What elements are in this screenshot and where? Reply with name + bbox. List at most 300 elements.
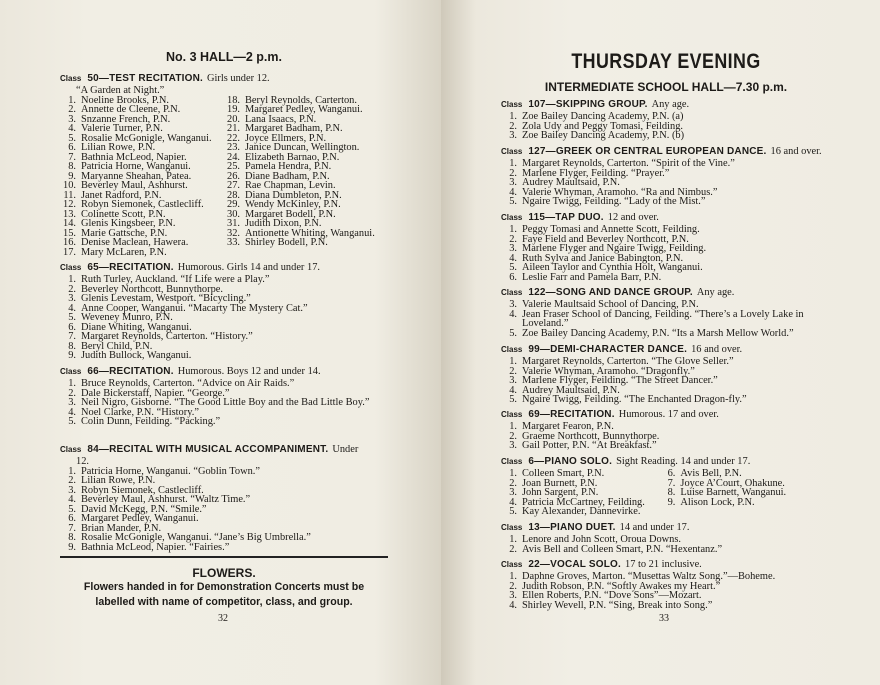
item-text: Marlene Flyger, Feilding. “Prayer.” [522, 167, 670, 179]
class-header [60, 73, 388, 85]
class-section-127 [501, 146, 831, 207]
class-title [528, 344, 687, 355]
item-text: Avis Bell, P.N. [680, 468, 742, 479]
class-header [501, 99, 831, 111]
item-number: 9. [68, 170, 76, 182]
item-number: 6. [68, 321, 76, 333]
item-number: 7. [68, 151, 76, 163]
item-number: 30. [227, 208, 240, 220]
item-number: 2. [68, 475, 76, 486]
item-text: Avis Bell and Colleen Smart, P.N. “Hexentanz.” [522, 543, 723, 555]
item-number: 9. [68, 541, 76, 553]
class-title [87, 366, 173, 377]
entry-column [224, 96, 388, 258]
class-title [528, 146, 766, 157]
item-number: 2. [509, 167, 517, 179]
item-text: Faye Field and Beverley Northcott, P.N. [522, 233, 689, 245]
class-label: Class [501, 147, 523, 156]
class-number: 6 [528, 456, 535, 467]
item-number: 24. [227, 151, 240, 163]
item-text: Colin Dunn, Feilding. “Packing.” [81, 416, 221, 427]
item-number: 28. [227, 189, 240, 201]
class-title [528, 559, 621, 570]
item-number: 1. [68, 465, 76, 477]
item-number: 6. [68, 142, 76, 153]
item-number: 1. [68, 94, 76, 106]
item-text: Lenore and John Scott, Oroua Downs. [522, 534, 682, 545]
item-number: 4. [68, 123, 76, 134]
item-text: Zoe Bailey Dancing Academy, P.N. “Its a Marsh Mellow World.” [522, 327, 794, 339]
class-name: —RECITATION. [98, 366, 174, 377]
class-number: 22 [528, 559, 540, 570]
item-text: Lilian Rowe, P.N. [81, 475, 156, 486]
item-number: 2. [509, 365, 517, 377]
item-text: Lana Isaacs, P.N. [245, 113, 317, 125]
item-text: Valerie Whyman, Aramoho. “Dragonfly.” [522, 365, 695, 377]
item-number: 5. [509, 262, 517, 273]
item-text: Margaret Reynolds, Carterton. “The Glove Seller.” [522, 356, 734, 367]
item-text: Margaret Bodell, P.N. [245, 208, 336, 220]
class-number: 69 [528, 409, 540, 420]
item-text: Marie Gattsche, P.N. [81, 227, 168, 239]
item-number: 1. [509, 111, 517, 122]
class-header [501, 559, 831, 571]
item-text: Valerie Whyman, Aramoho. “Ra and Nimbus.” [522, 186, 718, 198]
item-number: 3. [509, 130, 517, 141]
item-text: Patricia McCartney, Feilding. [522, 496, 645, 508]
list-item [501, 507, 659, 517]
item-text: Luise Barnett, Wanganui. [680, 487, 787, 498]
list-item [60, 417, 388, 427]
item-text: John Sargent, P.N. [522, 487, 599, 498]
item-number: 2. [509, 120, 517, 132]
item-text: David McKegg, P.N. “Smile.” [81, 503, 207, 515]
item-number: 2. [509, 543, 517, 555]
class-label: Class [501, 345, 523, 354]
item-number: 17. [63, 246, 76, 258]
item-text: Joyce A’Court, Ohakune. [680, 477, 785, 489]
item-text: Margaret Reynolds, Carterton. “Spirit of the Vine.” [522, 158, 735, 169]
item-text: Ruth Turley, Auckland. “If Life were a Play.” [81, 274, 270, 285]
item-number: 6. [68, 513, 76, 524]
list-item [501, 273, 831, 283]
class-number: 115 [528, 212, 546, 223]
item-text: Beryl Child, P.N. [81, 340, 153, 352]
class-name: —DEMI-CHARACTER DANCE. [539, 344, 688, 355]
item-number: 1. [68, 274, 76, 285]
item-text: Brian Mander, P.N. [81, 522, 162, 534]
item-number: 1. [509, 468, 517, 479]
class-header [60, 366, 388, 378]
item-number: 13. [63, 208, 76, 220]
class-header [501, 409, 831, 421]
item-text: Janice Duncan, Wellington. [245, 142, 360, 153]
item-number: 4. [509, 384, 517, 396]
item-number: 7. [68, 522, 76, 534]
item-text: Antionette Whiting, Wanganui. [245, 227, 375, 239]
item-text: Glenis Kingsbeer, P.N. [81, 218, 176, 229]
item-text: Margaret Pedley, Wanganui. [81, 513, 199, 524]
item-text: Jean Fraser School of Dancing, Feilding. “There’s a Lovely Lake in Loveland.” [522, 308, 804, 329]
item-text: Mary McLaren, P.N. [81, 246, 167, 258]
item-text: Annette de Cleene, P.N. [81, 104, 181, 115]
class-note: Under [332, 444, 359, 455]
item-number: 5. [68, 312, 76, 323]
list-item [501, 197, 831, 207]
item-text: Zola Udy and Peggy Tomasi, Feilding. [522, 120, 683, 132]
item-text: Diana Dumbleton, P.N. [245, 189, 342, 201]
item-text: Pamela Hendra, P.N. [245, 161, 332, 172]
item-number: 7. [667, 477, 676, 489]
item-text: Anne Cooper, Wanganui. “Macarty The Mystery Cat.” [81, 302, 308, 314]
day-title: THURSDAY EVENING [571, 50, 761, 73]
item-number: 5. [509, 196, 517, 207]
item-number: 8. [667, 487, 676, 498]
class-name: —RECITATION. [539, 409, 615, 420]
class-label: Class [501, 523, 523, 532]
hall-title: INTERMEDIATE SCHOOL HALL—7.30 p.m. [544, 80, 788, 94]
item-number: 22. [227, 132, 240, 144]
item-text: Judith Dixon, P.N. [245, 218, 322, 229]
list-item [501, 395, 831, 405]
item-text: Audrey Maultsaid, P.N. [522, 177, 620, 188]
list-item [501, 545, 831, 555]
page-number: 32 [218, 613, 228, 624]
class-number: 84 [87, 444, 99, 455]
item-text: Graeme Northcott, Bunnythorpe. [522, 430, 660, 442]
item-text: Diane Whiting, Wanganui. [81, 321, 192, 333]
class-name: —RECITATION. [98, 262, 174, 273]
class-title [528, 287, 693, 298]
item-number: 11. [63, 189, 76, 201]
item-text: Gail Potter, P.N. “At Breakfast.” [522, 440, 657, 451]
item-text: Marlene Flyger, Feilding. “The Street Dancer.” [522, 375, 718, 386]
class-number: 65 [87, 262, 99, 273]
item-number: 1. [509, 534, 517, 545]
item-text: Joan Burnett, P.N. [522, 477, 598, 489]
item-number: 5. [68, 132, 76, 144]
item-number: 9. [68, 350, 76, 361]
item-text: Ngaire Twigg, Feilding. “The Enchanted Dragon-fly.” [522, 394, 747, 405]
item-number: 4. [509, 496, 517, 508]
list-item [60, 543, 388, 553]
class-label: Class [60, 74, 82, 83]
class-section-99 [501, 344, 831, 405]
class-label: Class [501, 410, 523, 419]
item-text: Colleen Smart, P.N. [522, 468, 605, 479]
class-title [528, 212, 603, 223]
entry-column [60, 96, 224, 258]
class-label: Class [60, 263, 82, 272]
item-number: 3. [509, 177, 517, 188]
class-note: 17 to 21 inclusive. [625, 559, 702, 570]
class-subtitle: 12. [76, 456, 89, 467]
list-item [659, 498, 831, 508]
item-number: 26. [227, 170, 240, 182]
class-number: 50 [87, 73, 99, 84]
item-number: 3. [509, 375, 517, 386]
class-label: Class [501, 213, 523, 222]
class-note: Any age. [696, 287, 735, 298]
class-name: —SKIPPING GROUP. [545, 99, 648, 110]
item-text: Glenis Levestam, Westport. “Bicycling.” [81, 293, 251, 304]
class-number: 122 [528, 287, 546, 298]
list-item [501, 131, 831, 141]
item-text: Shirley Wevell, P.N. “Sing, Break into Song.” [522, 599, 713, 611]
item-number: 21. [227, 123, 240, 134]
item-number: 8. [68, 161, 76, 172]
class-title [528, 456, 612, 467]
class-title [528, 99, 647, 110]
class-note: 16 and over. [770, 146, 822, 157]
class-label: Class [501, 100, 523, 109]
item-number: 2. [509, 233, 517, 245]
class-note: 12 and over. [607, 212, 659, 223]
list-item [501, 601, 831, 611]
item-number: 7. [68, 331, 76, 342]
item-number: 5. [509, 394, 517, 405]
class-header [501, 522, 831, 534]
class-section-122 [501, 287, 831, 338]
flowers-notice-line-1: Flowers handed in for Demonstration Concerts must be [83, 581, 365, 593]
item-number: 6. [509, 271, 517, 283]
class-name: —TAP DUO. [545, 212, 604, 223]
item-number: 2. [509, 430, 517, 442]
class-title [87, 73, 203, 84]
item-text: Noel Clarke, P.N. “History.” [81, 406, 199, 418]
item-number: 27. [227, 180, 240, 191]
item-number: 5. [68, 416, 76, 427]
item-text: Beverley Maul, Ashhurst. [81, 180, 188, 191]
item-text: Margaret Reynolds, Carterton. “History.” [81, 331, 253, 342]
item-text: Wendy McKinley, P.N. [245, 199, 341, 210]
item-number: 4. [68, 302, 76, 314]
page-number: 33 [659, 613, 669, 624]
divider [60, 556, 388, 558]
item-number: 3. [509, 299, 517, 310]
class-name: —TEST RECITATION. [98, 73, 204, 84]
class-name: —PIANO DUET. [539, 522, 616, 533]
class-note: 16 and over. [691, 344, 743, 355]
class-section-107 [501, 99, 831, 141]
item-number: 8. [68, 532, 76, 543]
class-section-6 [501, 456, 831, 517]
class-name: —VOCAL SOLO. [539, 559, 622, 570]
class-title [528, 409, 614, 420]
class-note: Any age. [651, 99, 690, 110]
item-text: Janet Radford, P.N. [81, 189, 162, 201]
item-text: Noeline Brooks, P.N. [81, 94, 170, 106]
class-label: Class [60, 367, 82, 376]
class-header [501, 344, 831, 356]
item-number: 3. [509, 243, 517, 254]
list-item [501, 310, 831, 329]
item-number: 19. [227, 104, 240, 115]
item-number: 2. [68, 283, 76, 295]
class-subtitle: “A Garden at Night.” [76, 85, 165, 96]
item-text: Zoe Bailey Dancing Academy, P.N. (a) [522, 111, 684, 122]
item-number: 3. [509, 487, 517, 498]
class-label: Class [501, 560, 523, 569]
item-text: Bathnia McLeod, Napier. “Fairies.” [81, 541, 230, 553]
item-number: 2. [509, 580, 517, 592]
item-number: 4. [509, 186, 517, 198]
item-number: 1. [509, 571, 517, 582]
item-text: Ngaire Twigg, Feilding. “Lady of the Mist.” [522, 196, 706, 207]
item-number: 9. [667, 496, 676, 508]
item-number: 3. [509, 590, 517, 601]
class-number: 99 [528, 344, 540, 355]
item-text: Robyn Siemonek, Castlecliff. [81, 199, 204, 210]
class-section-50 [60, 73, 388, 257]
class-label: Class [60, 445, 82, 454]
class-note: Girls under 12. [207, 73, 270, 84]
item-number: 1. [509, 158, 517, 169]
item-text: Audrey Maultsaid, P.N. [522, 384, 620, 396]
item-number: 1. [68, 378, 76, 389]
class-name: —RECITAL WITH MUSICAL ACCOMPANIMENT. [98, 444, 329, 455]
item-text: Patricia Horne, Wanganui. [81, 161, 191, 172]
class-note: Humorous. 17 and over. [618, 409, 719, 420]
item-text: Bathnia McLeod, Napier. [81, 151, 187, 163]
class-number: 107 [528, 99, 546, 110]
class-section-115 [501, 212, 831, 282]
list-item [501, 441, 831, 451]
item-text: Ruth Sylva and Janice Babington, P.N. [522, 252, 684, 264]
item-text: Peggy Tomasi and Annette Scott, Feilding. [522, 224, 700, 235]
item-number: 20. [227, 113, 240, 125]
item-text: Dale Bickerstaff, Napier. “George.” [81, 387, 230, 399]
item-text: Alison Lock, P.N. [680, 496, 755, 508]
item-text: Judith Bullock, Wanganui. [81, 350, 192, 361]
item-number: 25. [227, 161, 240, 172]
item-number: 15. [63, 227, 76, 239]
item-number: 1. [509, 356, 517, 367]
class-section-66 [60, 366, 388, 427]
item-number: 18. [227, 94, 240, 106]
flowers-notice-line-2: labelled with name of competitor, class, and group. [95, 596, 353, 608]
entry-columns [501, 469, 831, 517]
right-page [441, 0, 880, 685]
item-text: Margaret Fearon, P.N. [522, 421, 614, 432]
class-name: —GREEK OR CENTRAL EUROPEAN DANCE. [545, 146, 767, 157]
class-name: —PIANO SOLO. [534, 456, 613, 467]
item-number: 6. [667, 468, 676, 479]
class-header [60, 444, 388, 456]
item-number: 32. [227, 227, 240, 239]
item-text: Ellen Roberts, P.N. “Dove Sons”—Mozart. [522, 590, 702, 601]
entry-columns [60, 96, 388, 258]
item-text: Maryanne Sheahan, Patea. [81, 170, 192, 182]
class-section-22 [501, 559, 831, 610]
item-number: 2. [509, 477, 517, 489]
class-label: Class [501, 288, 523, 297]
item-text: Aileen Taylor and Cynthia Holt, Wanganui. [522, 262, 703, 273]
item-number: 1. [509, 421, 517, 432]
item-text: Beverley Northcott, Bunnythorpe. [81, 283, 223, 295]
class-number: 127 [528, 146, 546, 157]
class-section-13 [501, 522, 831, 554]
item-text: Kay Alexander, Dannevirke. [522, 506, 641, 517]
entry-column [659, 469, 831, 517]
class-header [501, 287, 831, 299]
item-text: Rosalie McGonigle, Wanganui. [81, 132, 212, 144]
item-number: 3. [68, 113, 76, 125]
item-number: 3. [68, 397, 76, 408]
item-text: Elizabeth Barnao, P.N. [245, 151, 340, 163]
item-number: 1. [509, 224, 517, 235]
class-number: 66 [87, 366, 99, 377]
list-item [224, 238, 388, 248]
item-number: 31. [227, 218, 240, 229]
class-note: Sight Reading. 14 and under 17. [616, 456, 751, 467]
class-label: Class [501, 457, 523, 466]
item-number: 8. [68, 340, 76, 352]
item-text: Weveney Munro, P.N. [81, 312, 173, 323]
class-header [501, 146, 831, 158]
item-text: Denise Maclean, Hawera. [81, 237, 189, 248]
list-item [60, 248, 224, 258]
item-text: Valerie Turner, P.N. [81, 123, 163, 134]
item-text: Joyce Ellmers, P.N. [245, 132, 327, 144]
item-text: Valerie Maultsaid School of Dancing, P.N. [522, 299, 699, 310]
item-number: 4. [68, 494, 76, 505]
list-item [501, 329, 831, 339]
item-number: 12. [63, 199, 76, 210]
item-text: Marlene Flyger and Ngaire Twigg, Feilding. [522, 243, 707, 254]
class-header [60, 262, 388, 274]
item-number: 4. [509, 252, 517, 264]
class-header [501, 212, 831, 224]
class-section-65 [60, 262, 388, 361]
class-number: 13 [528, 522, 540, 533]
hall-title: No. 3 HALL—2 p.m. [166, 50, 282, 64]
item-text: Snzanne French, P.N. [81, 113, 171, 125]
item-text: Lilian Rowe, P.N. [81, 142, 156, 153]
class-section-84 [60, 444, 388, 552]
item-text: Bruce Reynolds, Carterton. “Advice on Air Raids.” [81, 378, 295, 389]
flowers-title: FLOWERS. [192, 566, 256, 580]
item-number: 2. [68, 387, 76, 399]
item-number: 2. [68, 104, 76, 115]
item-text: Robyn Siemonek, Castlecliff. [81, 484, 204, 496]
item-text: Zoe Bailey Dancing Academy, P.N. (b) [522, 130, 685, 141]
item-number: 16. [63, 237, 76, 248]
class-section-69 [501, 409, 831, 451]
item-text: Patricia Horne, Wanganui. “Goblin Town.” [81, 465, 260, 477]
item-text: Shirley Bodell, P.N. [245, 237, 328, 248]
item-text: Beryl Reynolds, Carterton. [245, 94, 357, 106]
item-number: 3. [509, 440, 517, 451]
item-number: 4. [509, 308, 517, 320]
item-number: 5. [509, 506, 517, 517]
item-text: Colinette Scott, P.N. [81, 208, 166, 220]
item-text: Margaret Pedley, Wanganui. [245, 104, 363, 115]
item-text: Margaret Badham, P.N. [245, 123, 343, 134]
item-number: 5. [509, 327, 517, 339]
item-text: Daphne Groves, Marton. “Musettas Waltz Song.”—Boheme. [522, 571, 776, 582]
item-text: Rae Chapman, Levin. [245, 180, 336, 191]
item-number: 10. [63, 180, 76, 191]
class-header [501, 456, 831, 468]
class-title [87, 444, 328, 455]
item-number: 33. [227, 237, 240, 248]
item-text: Beverley Maul, Ashhurst. “Waltz Time.” [81, 494, 251, 505]
class-note: 14 and under 17. [619, 522, 690, 533]
class-name: —SONG AND DANCE GROUP. [545, 287, 693, 298]
class-note: Humorous. Boys 12 and under 14. [177, 366, 321, 377]
class-title [87, 262, 173, 273]
